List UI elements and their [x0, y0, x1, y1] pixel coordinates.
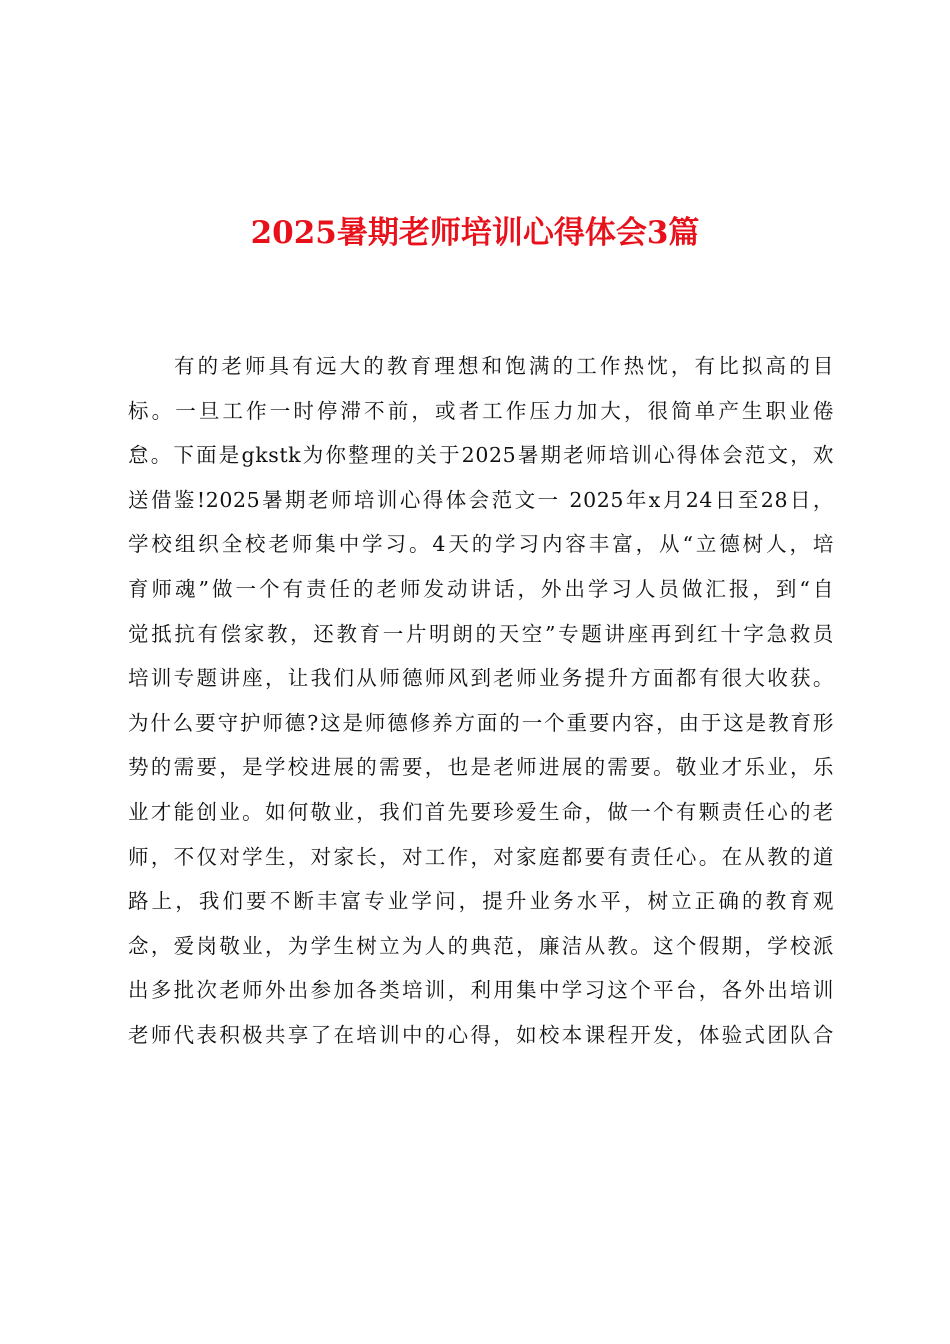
body-line: 为什么要守护师德?这是师德修养方面的一个重要内容，由于这是教育形	[128, 710, 834, 735]
body-line: 路上，我们要不断丰富专业学问，提升业务水平，树立正确的教育观	[128, 889, 834, 914]
body-line: 育师魂”做一个有责任的老师发动讲话，外出学习人员做汇报，到“自	[128, 576, 834, 601]
body-line: 有的老师具有远大的教育理想和饱满的工作热忱，有比拟高的目	[174, 354, 834, 378]
body-line: 老师代表积极共享了在培训中的心得，如校本课程开发，体验式团队合	[128, 1022, 834, 1047]
body-line: 觉抵抗有偿家教，还教育一片明朗的天空”专题讲座再到红十字急救员	[128, 621, 834, 646]
body-line: 送借鉴!2025暑期老师培训心得体会范文一 2025年x月24日至28日，	[128, 487, 834, 512]
body-line: 学校组织全校老师集中学习。4天的学习内容丰富，从“立德树人，培	[128, 532, 834, 557]
body-line: 怠。下面是gkstk为你整理的关于2025暑期老师培训心得体会范文，欢	[128, 443, 834, 468]
body-line: 标。一旦工作一时停滞不前，或者工作压力加大，很简单产生职业倦	[128, 398, 834, 423]
body-line: 业才能创业。如何敬业，我们首先要珍爱生命，做一个有颗责任心的老	[128, 799, 834, 824]
document-body	[128, 344, 834, 1058]
body-line: 师，不仅对学生，对家长，对工作，对家庭都要有责任心。在从教的道	[128, 844, 834, 869]
body-line: 念，爱岗敬业，为学生树立为人的典范，廉洁从教。这个假期，学校派	[128, 933, 834, 958]
body-line: 培训专题讲座，让我们从师德师风到老师业务提升方面都有很大收获。	[128, 666, 834, 691]
body-line: 出多批次老师外出参加各类培训，利用集中学习这个平台，各外出培训	[128, 978, 834, 1003]
body-line: 势的需要，是学校进展的需要，也是老师进展的需要。敬业才乐业，乐	[128, 755, 834, 780]
document-title: 2025暑期老师培训心得体会3篇	[250, 215, 700, 251]
